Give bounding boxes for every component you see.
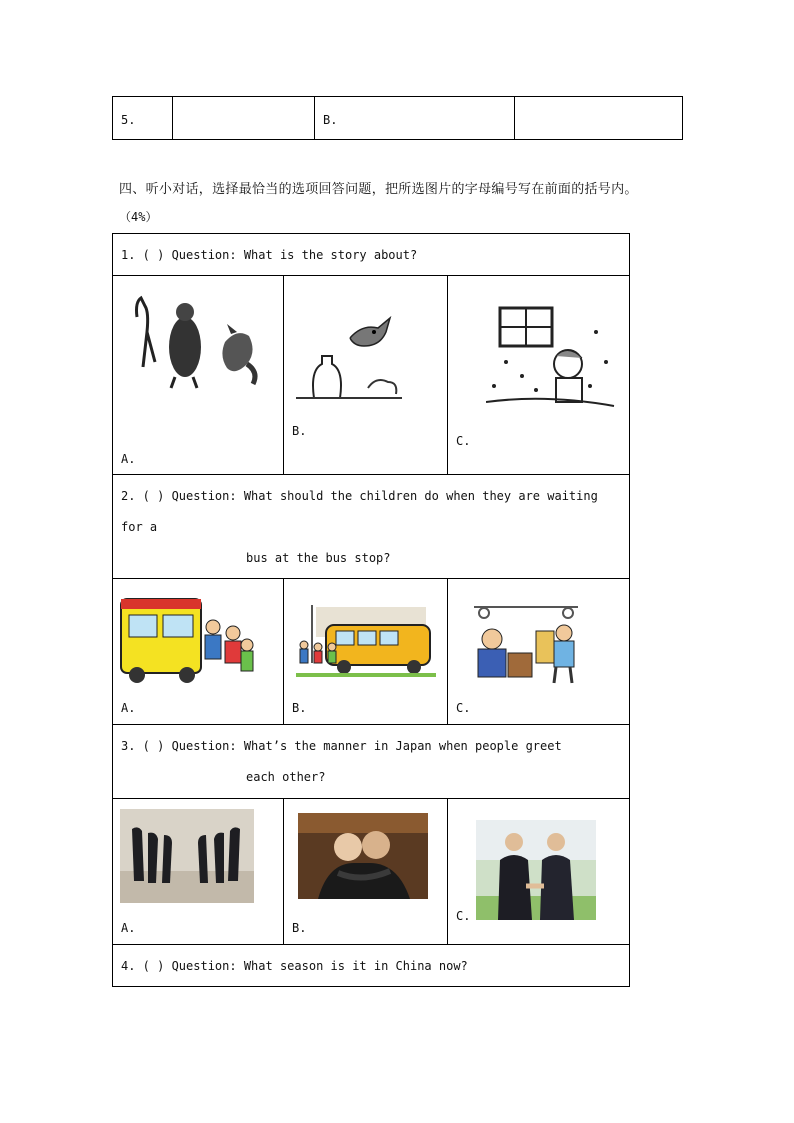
q3-option-c[interactable]	[448, 799, 630, 945]
row-number-cell: 5.	[113, 97, 173, 140]
q2-option-b[interactable]	[284, 579, 448, 725]
q1-option-b[interactable]	[284, 276, 448, 475]
children-queuing-for-bus-illustration-icon	[296, 601, 436, 679]
q3-option-b[interactable]	[284, 799, 448, 945]
option-label-c: C.	[456, 909, 471, 923]
question-3-options	[113, 799, 630, 945]
option-label-a: A.	[121, 701, 136, 715]
question-row-1	[113, 234, 630, 276]
people-bowing-photo-icon	[120, 809, 254, 903]
option-cell: B.	[315, 97, 515, 140]
option-label-c: C.	[456, 434, 471, 448]
section-score: （4%）	[119, 210, 158, 224]
question-2-text-cont: for a	[121, 520, 158, 534]
question-3-text-cont: each other?	[246, 770, 326, 784]
people-shaking-hands-photo-icon	[476, 820, 596, 920]
question-2-text: 2. ( ) Question: What should the children do when they are waiting	[121, 489, 598, 503]
answer-cell-2[interactable]	[515, 97, 683, 140]
question-1-text: 1. ( ) Question: What is the story about?	[121, 248, 418, 262]
section-heading: 四、听小对话，选择最恰当的选项回答问题，把所选图片的字母编号写在前面的括号内。	[119, 182, 638, 197]
q1-option-c[interactable]	[448, 276, 630, 475]
option-label-c: C.	[456, 701, 471, 715]
option-label-b: B.	[292, 701, 307, 715]
giving-seat-on-bus-illustration-icon	[470, 603, 582, 685]
question-4-text: 4. ( ) Question: What season is it in China now?	[121, 959, 468, 973]
question-1-options	[113, 276, 630, 475]
option-label-b: B.	[292, 424, 307, 438]
listening-question-table	[112, 233, 630, 987]
option-label-a: A.	[121, 452, 136, 466]
q2-option-a[interactable]	[113, 579, 284, 725]
q3-option-a[interactable]	[113, 799, 284, 945]
option-label-a: A.	[121, 921, 136, 935]
people-hugging-photo-icon	[298, 813, 428, 899]
question-row-4	[113, 945, 630, 987]
question-2-text-cont2: bus at the bus stop?	[246, 551, 391, 565]
q1-option-a[interactable]	[113, 276, 284, 475]
q2-option-c[interactable]	[448, 579, 630, 725]
answer-table-row-5	[112, 96, 683, 140]
fox-and-crow-illustration-icon	[127, 292, 267, 392]
answer-cell[interactable]	[173, 97, 315, 140]
question-3-text: 3. ( ) Question: What’s the manner in Japan when people greet	[121, 739, 562, 753]
children-pushing-onto-bus-illustration-icon	[117, 589, 257, 685]
crow-and-pitcher-illustration-icon	[292, 312, 404, 402]
question-row-3	[113, 725, 630, 799]
question-row-2	[113, 475, 630, 579]
child-in-snow-illustration-icon	[486, 302, 618, 420]
question-2-options	[113, 579, 630, 725]
option-label-b: B.	[292, 921, 307, 935]
